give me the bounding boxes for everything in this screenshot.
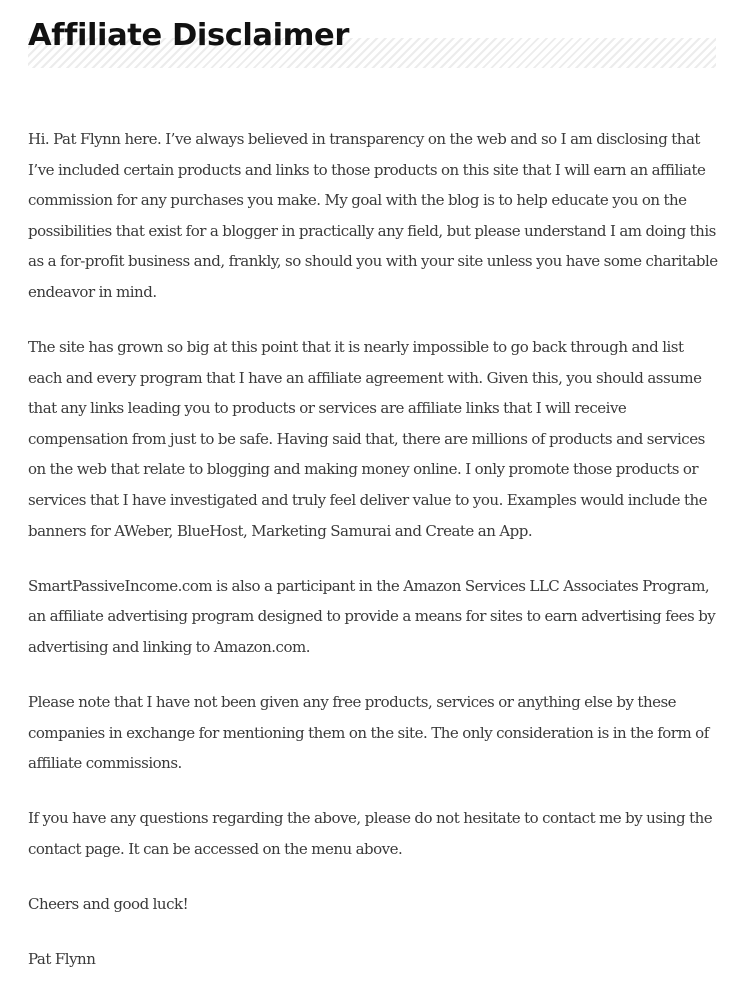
page-title: Affiliate Disclaimer: [28, 18, 349, 53]
paragraph-closing: Cheers and good luck!: [28, 894, 189, 913]
disclaimer-body: [28, 124, 718, 999]
paragraph-amazon-associates: SmartPassiveIncome.com is also a participant in the Amazon Services LLC Associates Program, an affiliate advertising program designed to provide a means for sites to earn advertising fees by advertising and linking to Amazon.com.: [28, 576, 716, 656]
paragraph-affiliate-links: The site has grown so big at this point that it is nearly impossible to go back through and list each and every program that I have an affiliate agreement with. Given this, you should assume that any links leading you to products or services are affiliate links that I will receive compensation from just to be safe. Having said that, there are millions of products and services on the web that relate to blogging and making money online. I only promote those products or services that I have investigated and truly feel deliver value to you. Examples would include the banners for AWeber, BlueHost, Marketing Samurai and Create an App.: [28, 338, 708, 540]
paragraph-no-free-products: Please note that I have not been given any free products, services or anything else by these companies in exchange for mentioning them on the site. The only consideration is in the form of affiliate commissions.: [28, 693, 709, 773]
title-block: [28, 14, 716, 70]
signature: Pat Flynn: [28, 950, 96, 969]
paragraph-intro: Hi. Pat Flynn here. I’ve always believed in transparency on the web and so I am disclosing that I’ve included certain products and links to those products on this site that I will earn an affiliate commission for any purchases you make. My goal with the blog is to help educate you on the possibilities that exist for a blogger in practically any field, but please understand I am doing this as a for-profit business and, frankly, so should you with your site unless you have some charitable endeavor in mind.: [28, 130, 718, 301]
paragraph-contact: If you have any questions regarding the above, please do not hesitate to contact me by using the contact page. It can be accessed on the menu above.: [28, 809, 713, 858]
